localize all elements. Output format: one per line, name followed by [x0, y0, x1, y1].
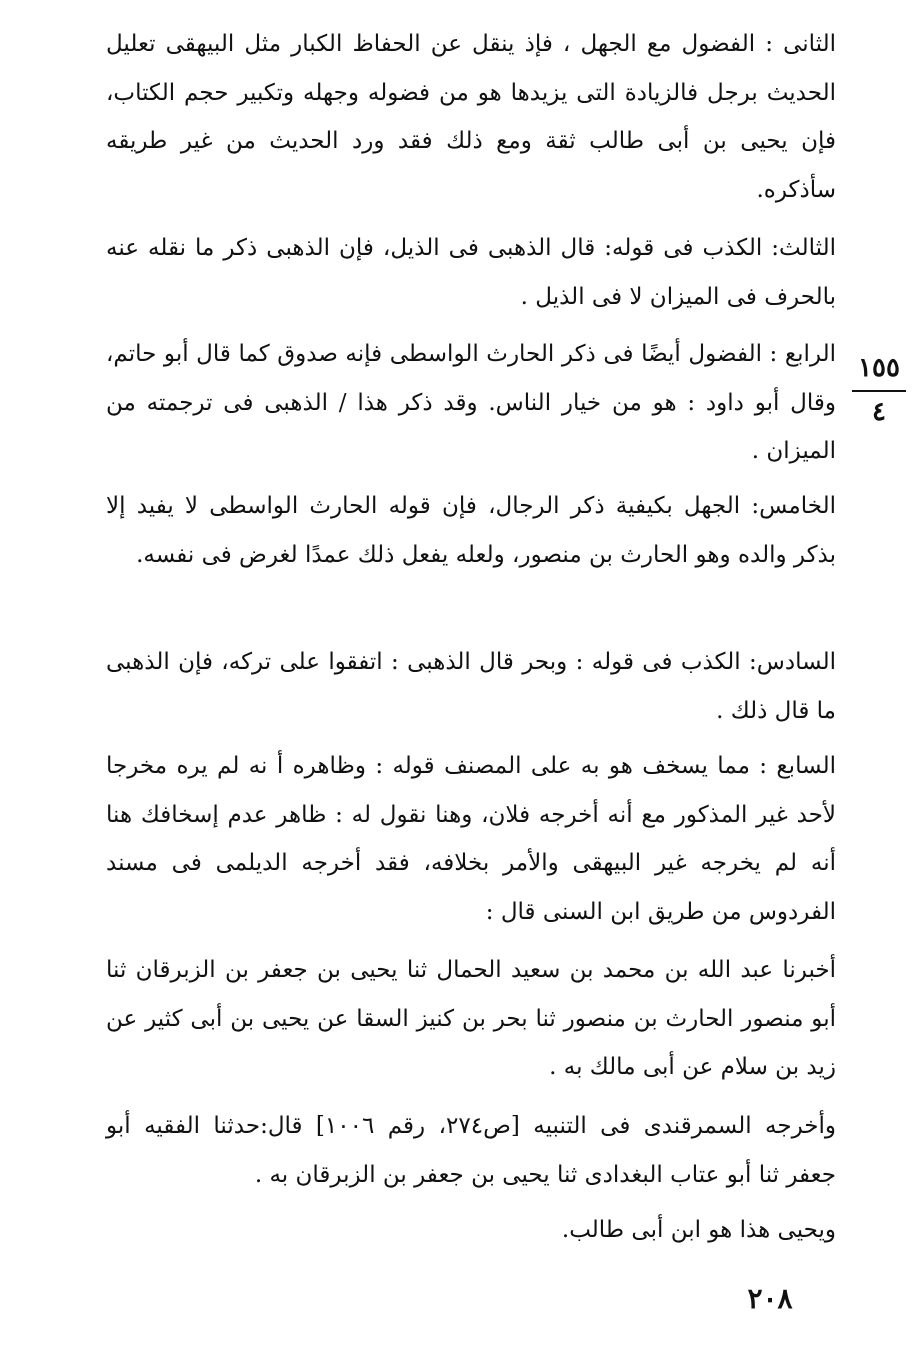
margin-reference-rule: [852, 390, 906, 392]
margin-reference: [848, 352, 910, 428]
paragraph-third-point: الثالث: الكذب فى قوله: قال الذهبى فى الذيل، فإن الذهبى ذكر ما نقله عنه بالحرف فى الميزان لا فى الذيل .: [106, 235, 836, 310]
margin-reference-part: ٤: [872, 397, 886, 427]
page-number: ٢٠٨: [747, 1282, 793, 1315]
paragraph-samarqandi: وأخرجه السمرقندى فى التنبيه [ص٢٧٤، رقم ١٠٠٦] قال:حدثنا الفقيه أبو جعفر ثنا أبو عتاب البغدادى ثنا يحيى بن جعفر بن الزبرقان به .: [106, 1113, 836, 1188]
paragraph-seventh-point: السابع : مما يسخف هو به على المصنف قوله : وظاهره أ نه لم يره مخرجا لأحد غير المذكور مع أنه أخرجه فلان، وهنا نقول له : ظاهر عدم إسخافك هنا أنه لم يخرجه غير البيهقى والأمر بخلافه، فقد أخرجه الديلمى فى مسند الفردوس من طريق ابن السنى قال :: [106, 753, 836, 925]
paragraph-fourth-point: الرابع : الفضول أيضًا فى ذكر الحارث الواسطى فإنه صدوق كما قال أبو حاتم، وقال أبو داود : هو من خيار الناس. وقد ذكر هذا / الذهبى فى ترجمته من الميزان .: [106, 341, 836, 464]
paragraph-second-point: الثانى : الفضول مع الجهل ، فإذ ينقل عن الحفاظ الكبار مثل البيهقى تعليل الحديث برجل فالزيادة التى يزيدها هو من فضوله وجهله وتكبير حجم الكتاب، فإن يحيى بن أبى طالب ثقة ومع ذلك فقد ورد الحديث من غير طريقه سأذكره.: [106, 31, 836, 203]
paragraph-fifth-point: الخامس: الجهل بكيفية ذكر الرجال، فإن قوله الحارث الواسطى لا يفيد إلا بذكر والده وهو الحارث بن منصور، ولعله يفعل ذلك عمدًا لغرض فى نفسه.: [106, 493, 836, 568]
paragraph-isnad-daylami: أخبرنا عبد الله بن محمد بن سعيد الحمال ثنا يحيى بن جعفر بن الزبرقان ثنا أبو منصور الحارث بن منصور ثنا بحر بن كنيز السقا عن يحيى بن أبى كثير عن زيد بن سلام عن أبى مالك به .: [106, 957, 836, 1080]
paragraph-sixth-point: السادس: الكذب فى قوله : وبحر قال الذهبى : اتفقوا على تركه، فإن الذهبى ما قال ذلك .: [106, 649, 836, 724]
margin-reference-volume-page: ١٥٥: [858, 353, 900, 383]
paragraph-yahya-note: ويحيى هذا هو ابن أبى طالب.: [561, 1217, 836, 1243]
